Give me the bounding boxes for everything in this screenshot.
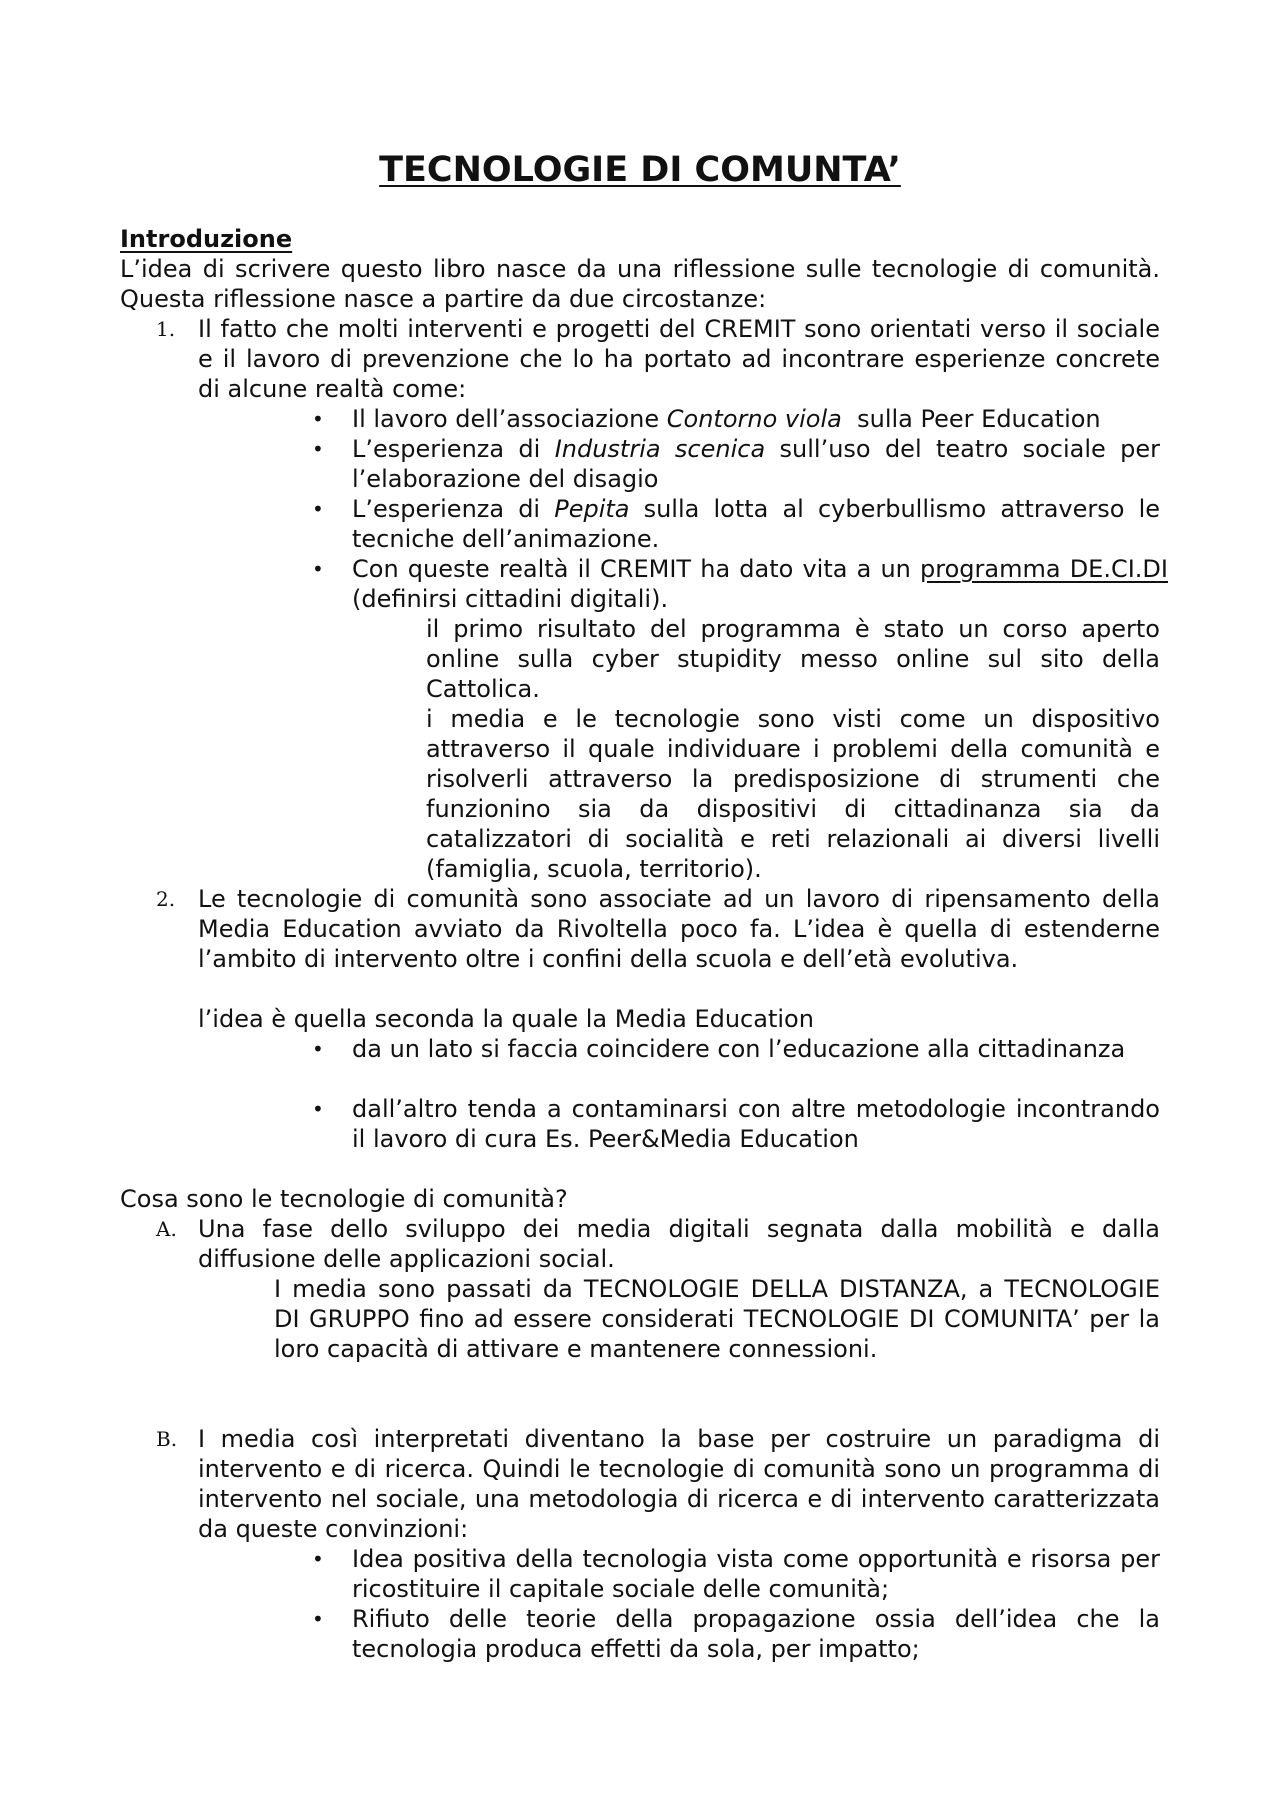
bullet-icon: • xyxy=(312,1097,324,1121)
bullet-industria-scenica xyxy=(352,434,1160,494)
bullet-icon: • xyxy=(312,497,324,521)
emphasis-contorno-viola: Contorno viola xyxy=(666,405,842,433)
list-item-a-text: Una fase dello sviluppo dei media digitali segnata dalla mobilità e dalla diffusione delle applicazioni social. xyxy=(198,1215,1160,1273)
list-marker-2: 2. xyxy=(156,887,176,911)
bullet-icon: • xyxy=(312,1607,324,1631)
bullet-text: L’esperienza di xyxy=(352,495,555,523)
bullet-pepita xyxy=(352,494,1160,554)
bullet-text: L’esperienza di xyxy=(352,435,555,463)
section-question: Cosa sono le tecnologie di comunità? xyxy=(120,1185,568,1213)
bullet-icon: • xyxy=(312,437,324,461)
bullet-icon: • xyxy=(312,407,324,431)
bullet-text: sull’uso del teatro sociale per l’elaborazione del disagio xyxy=(352,435,1161,493)
bullet-text: Il lavoro dell’associazione xyxy=(352,405,667,433)
emphasis-pepita: Pepita xyxy=(554,495,630,523)
list-item-1-text: Il fatto che molti interventi e progetti del CREMIT sono orientati verso il sociale e il lavoro di prevenzione che lo ha portato ad incontrare esperienze concrete di alcune realtà come: xyxy=(198,315,1160,403)
page-title: TECNOLOGIE DI COMUNTA’ xyxy=(379,150,901,190)
bullet-decidi xyxy=(352,554,1168,614)
emphasis-industria-scenica: Industria scenica xyxy=(554,435,766,463)
sub-paragraph-primo-risultato: il primo risultato del programma è stato un corso aperto online sulla cyber stupidity messo online sul sito della Cattolica. xyxy=(426,615,1160,703)
sub-paragraph-media-dispositivo: i media e le tecnologie sono visti come un dispositivo attraverso il quale individuare i problemi della comunità e risolverli attraverso la predisposizione di strumenti che funzionino sia da dispositivi di cittadinanza sia da catalizzatori di socialità e reti relazionali ai diversi livelli (famiglia, scuola, territorio). xyxy=(426,705,1160,883)
bullet-cittadinanza: da un lato si faccia coincidere con l’educazione alla cittadinanza xyxy=(352,1035,1126,1063)
bullet-text: Con queste realtà il CREMIT ha dato vita a un xyxy=(352,555,921,583)
item-2-note: l’idea è quella seconda la quale la Media Education xyxy=(198,1005,814,1033)
list-item-b-text: I media così interpretati diventano la base per costruire un paradigma di intervento e di ricerca. Quindi le tecnologie di comunità sono un programma di intervento nel sociale, una metodologia di ricerca e di intervento caratterizzata da queste convinzioni: xyxy=(198,1425,1160,1543)
bullet-text: sulla Peer Education xyxy=(841,405,1101,433)
item-a-sub-paragraph: I media sono passati da TECNOLOGIE DELLA DISTANZA, a TECNOLOGIE DI GRUPPO fino ad essere considerati TECNOLOGIE DI COMUNITA’ per la loro capacità di attivare e mantenere connessioni. xyxy=(274,1275,1160,1363)
list-marker-1: 1. xyxy=(156,317,176,341)
bullet-icon: • xyxy=(312,1037,324,1061)
bullet-text: (definirsi cittadini digitali). xyxy=(352,585,669,613)
bullet-idea-positiva: Idea positiva della tecnologia vista come opportunità e risorsa per ricostituire il capitale sociale delle comunità; xyxy=(352,1545,1160,1603)
bullet-rifiuto-teorie: Rifiuto delle teorie della propagazione ossia dell’idea che la tecnologia produca effetti da sola, per impatto; xyxy=(352,1605,1160,1663)
section-heading-introduzione: Introduzione xyxy=(120,225,293,253)
bullet-icon: • xyxy=(312,557,324,581)
intro-paragraph: L’idea di scrivere questo libro nasce da una riflessione sulle tecnologie di comunità. Questa riflessione nasce a partire da due circostanze: xyxy=(120,255,1160,313)
bullet-text: sulla lotta al cyberbullismo attraverso le tecniche dell’animazione. xyxy=(352,495,1161,553)
bullet-contorno-viola xyxy=(352,404,1160,434)
list-marker-a: A. xyxy=(156,1217,177,1241)
programma-decidi-link[interactable]: programma DE.CI.DI xyxy=(920,555,1168,583)
list-marker-b: B. xyxy=(156,1427,178,1451)
bullet-contaminarsi: dall’altro tenda a contaminarsi con altre metodologie incontrando il lavoro di cura Es. Peer&Media Education xyxy=(352,1095,1160,1153)
bullet-icon: • xyxy=(312,1547,324,1571)
list-item-2-text: Le tecnologie di comunità sono associate ad un lavoro di ripensamento della Media Education avviato da Rivoltella poco fa. L’idea è quella di estenderne l’ambito di intervento oltre i confini della scuola e dell’età evolutiva. xyxy=(198,885,1160,973)
